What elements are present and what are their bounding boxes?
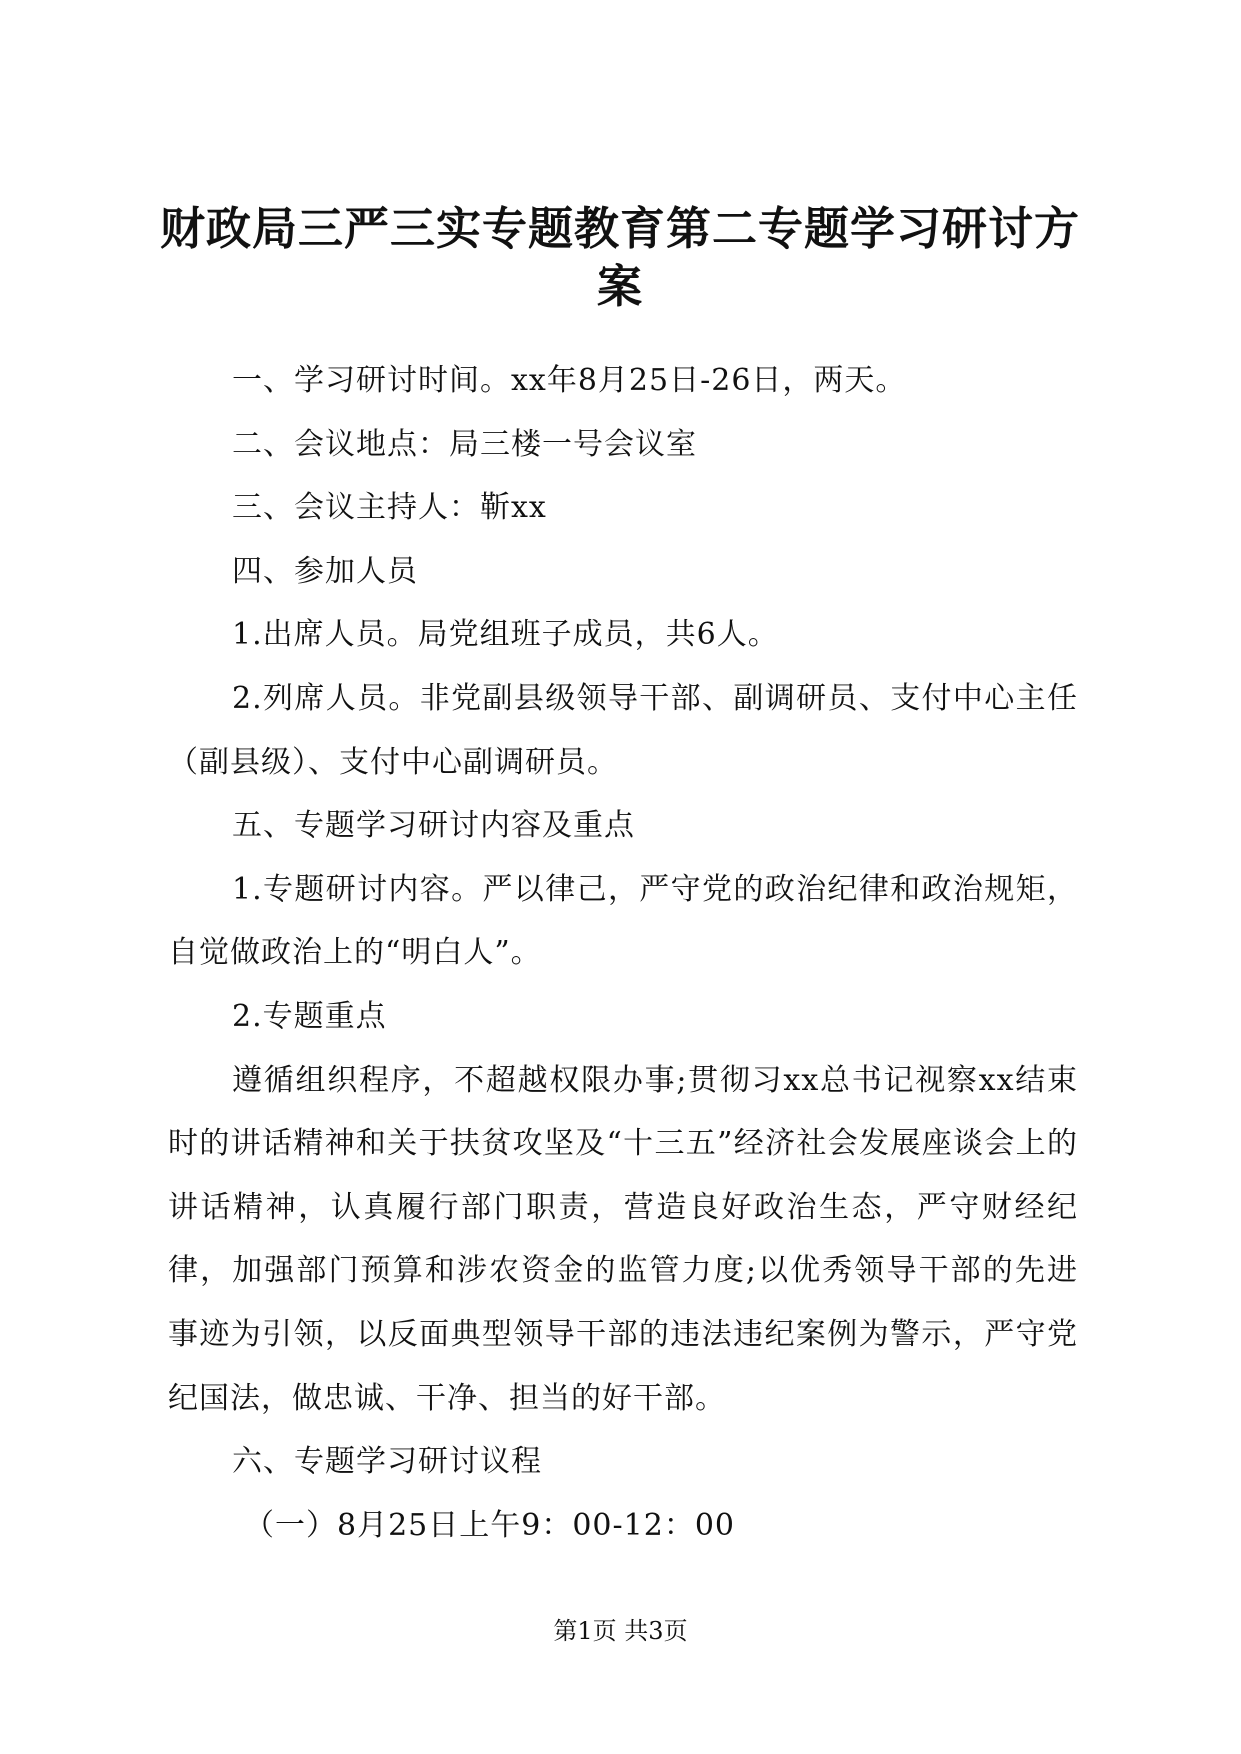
paragraph-meeting-host: 三、会议主持人：靳xx — [232, 490, 547, 526]
paragraph-observers: 2.列席人员。非党副县级领导干部、副调研员、支付中心主任（副县级）、支付中心副调研员。 — [168, 680, 1078, 780]
paragraph-agenda-heading: 六、专题学习研讨议程 — [232, 1444, 542, 1480]
paragraph-content: 1.专题研讨内容。严以律己，严守党的政治纪律和政治规矩，自觉做政治上的“明白人”。 — [168, 871, 1078, 971]
paragraph-focus-heading: 2.专题重点 — [232, 998, 387, 1034]
document-body — [168, 349, 1078, 1557]
paragraph-study-time: 一、学习研讨时间。xx年8月25日-26日，两天。 — [232, 363, 907, 398]
document-title: 财政局三严三实专题教育第二专题学习研讨方案 — [159, 202, 1080, 313]
paragraph-participants-heading: 四、参加人员 — [232, 553, 418, 589]
paragraph-attendees: 1.出席人员。局党组班子成员，共6人。 — [232, 617, 779, 653]
page-footer: 第1页 共3页 — [553, 1617, 688, 1645]
paragraph-meeting-location: 二、会议地点：局三楼一号会议室 — [232, 426, 697, 462]
paragraph-agenda-item-1: （一）8月25日上午9：00-12：00 — [244, 1507, 736, 1543]
paragraph-focus-detail: 遵循组织程序，不超越权限办事;贯彻习xx总书记视察xx结束时的讲话精神和关于扶贫攻坚及“十三五”经济社会发展座谈会上的讲话精神，认真履行部门职责，营造良好政治生态，严守财经纪律，加强部门预算和涉农资金的监管力度;以优秀领导干部的先进事迹为引领，以反面典型领导干部的违法违纪案例为警示，严守党纪国法，做忠诚、干净、担当的好干部。 — [168, 1062, 1078, 1416]
paragraph-content-heading: 五、专题学习研讨内容及重点 — [232, 808, 635, 844]
